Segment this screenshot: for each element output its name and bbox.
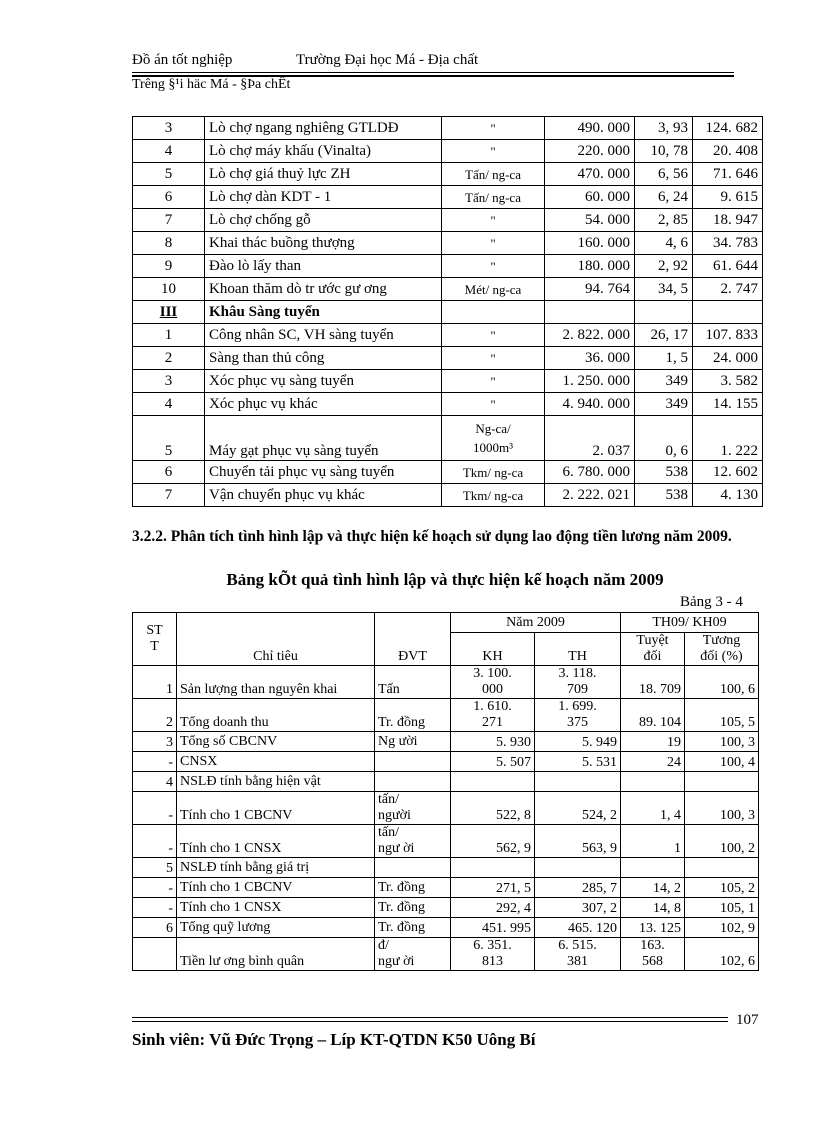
table-row: 10 Khoan thăm dò tr ước gư ơng Mét/ ng-ca 94. 764 34, 5 2. 747 <box>133 278 763 301</box>
table-row: 1 Công nhân SC, VH sàng tuyển " 2. 822. 000 26, 17 107. 833 <box>133 324 763 347</box>
labor-norms-table <box>132 116 763 507</box>
footer-rule <box>132 1017 728 1018</box>
table-row: 2 Sàng than thủ công " 36. 000 1, 5 24. 000 <box>133 347 763 370</box>
table-row: - CNSX 5. 507 5. 531 24 100, 4 <box>133 752 759 772</box>
table-row: 8 Khai thác buồng thượng " 160. 000 4, 6 34. 783 <box>133 232 763 255</box>
table-row: 5 Lò chợ giá thuỷ lực ZH Tấn/ ng-ca 470. 000 6, 56 71. 646 <box>133 163 763 186</box>
table-row: 6 Tổng quỹ lương Tr. đồng 451. 995 465. 120 13. 125 102, 9 <box>133 918 759 938</box>
table-number: Bảng 3 - 4 <box>680 594 743 610</box>
table-row: 2 Tổng doanh thu Tr. đồng 1. 610. 271 1. 699. 375 89. 104 105, 5 <box>133 699 759 732</box>
header-rule <box>132 72 734 73</box>
page-number: 107 <box>736 1012 759 1028</box>
plan-results-table: ST T Chỉ tiêu ĐVT Năm 2009 TH09/ KH09 KH TH Tuyệt đối Tương đối (%) 1 Sản lượng than nguyên khai Tấn 3. 100. 000 3. 118. 709 18. 709 100, 6 2 Tổng doanh thu Tr. đồng 1. 610. 271 1. 699. 375 89. 104 105, 5 3 Tổng số CBCNV Ng ười 5. 930 5. 949 19 100, 3 - CNSX 5. 507 5. 531 24 100, 4 4 NSLĐ tính bằng hiện vật - Tính cho 1 CBCNV tấn/ người 522, 8 524, 2 1, 4 100, 3 - Tính cho 1 CNSX tấn/ ngư ời 562, 9 563, 9 1 100, 2 5 NSLĐ tính bằng giá trị - Tính cho 1 CBCNV Tr. đồng 271, 5 285, 7 14, 2 105, 2 - Tính cho 1 CNSX Tr. đồng 292, 4 307, 2 14, 8 105, 1 6 Tổng quỹ lương Tr. đồng 451. 995 465. 120 13. 125 102, 9 Tiền lư ơng bình quân đ/ ngư ời 6. 351. 813 6. 515. 381 163. 568 102, 6 <box>132 612 759 971</box>
table-row: 6 Lò chợ dàn KDT - 1 Tấn/ ng-ca 60. 000 6, 24 9. 615 <box>133 186 763 209</box>
table-row: 6 Chuyển tải phục vụ sàng tuyển Tkm/ ng-ca 6. 780. 000 538 12. 602 <box>133 461 763 484</box>
table-row: Tiền lư ơng bình quân đ/ ngư ời 6. 351. 813 6. 515. 381 163. 568 102, 6 <box>133 938 759 971</box>
table-row: - Tính cho 1 CNSX tấn/ ngư ời 562, 9 563, 9 1 100, 2 <box>133 825 759 858</box>
table-row: 3 Lò chợ ngang nghiêng GTLDĐ " 490. 000 3, 93 124. 682 <box>133 117 763 140</box>
table-row: 3 Xóc phục vụ sàng tuyển " 1. 250. 000 349 3. 582 <box>133 370 763 393</box>
header-row: ST T Chỉ tiêu ĐVT Năm 2009 TH09/ KH09 <box>133 613 759 633</box>
table-row: 4 Lò chợ máy khấu (Vinalta) " 220. 000 10, 78 20. 408 <box>133 140 763 163</box>
table-row: - Tính cho 1 CBCNV tấn/ người 522, 8 524, 2 1, 4 100, 3 <box>133 792 759 825</box>
table-row: 3 Tổng số CBCNV Ng ười 5. 930 5. 949 19 100, 3 <box>133 732 759 752</box>
section-row: III Khâu Sàng tuyển <box>133 301 763 324</box>
page-footer: Sinh viên: Vũ Đức Trọng – Líp KT-QTDN K50 Uông Bí <box>132 1030 536 1049</box>
table-row: 1 Sản lượng than nguyên khai Tấn 3. 100. 000 3. 118. 709 18. 709 100, 6 <box>133 666 759 699</box>
table-row: - Tính cho 1 CNSX Tr. đồng 292, 4 307, 2 14, 8 105, 1 <box>133 898 759 918</box>
table-row: 7 Lò chợ chống gỗ " 54. 000 2, 85 18. 947 <box>133 209 763 232</box>
section-heading: 3.2.2. Phân tích tình hình lập và thực hiện kế hoạch sử dụng lao động tiền lương năm 2009. <box>132 528 732 545</box>
table-row: 4 NSLĐ tính bằng hiện vật <box>133 772 759 792</box>
header-left: Đồ án tốt nghiệp <box>132 52 233 68</box>
table-row: 5 Máy gạt phục vụ sàng tuyển Ng-ca/ 1000m³ 2. 037 0, 6 1. 222 <box>133 416 763 461</box>
table-row: 4 Xóc phục vụ khác " 4. 940. 000 349 14. 155 <box>133 393 763 416</box>
table-caption: Bảng kÕt quả tình hình lập và thực hiện kế hoạch năm 2009 <box>226 570 664 589</box>
header-right: Trường Đại học Má - Địa chất <box>296 52 479 68</box>
table-row: - Tính cho 1 CBCNV Tr. đồng 271, 5 285, 7 14, 2 105, 2 <box>133 878 759 898</box>
table-row: 5 NSLĐ tính bằng giá trị <box>133 858 759 878</box>
footer-rule-2 <box>132 1021 728 1022</box>
table-row: 7 Vận chuyển phục vụ khác Tkm/ ng-ca 2. 222. 021 538 4. 130 <box>133 484 763 507</box>
table-row: 9 Đào lò lấy than " 180. 000 2, 92 61. 644 <box>133 255 763 278</box>
header-garbled: Trêng §¹i häc Má - §Þa chÊt <box>132 77 291 92</box>
